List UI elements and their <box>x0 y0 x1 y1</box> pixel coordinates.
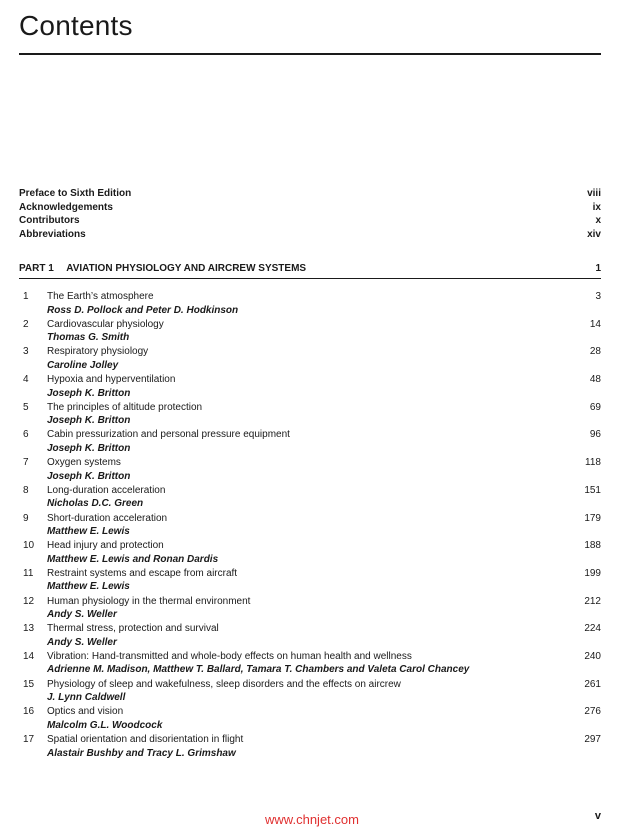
chapter-number: 11 <box>23 567 34 579</box>
chapter-authors: Adrienne M. Madison, Matthew T. Ballard, Tamara T. Chambers and Valeta Carol Chancey <box>47 664 470 676</box>
chapter-title: Cardiovascular physiology <box>47 318 164 330</box>
part-number: PART 1 <box>19 263 54 274</box>
front-matter-item[interactable] <box>19 187 601 201</box>
chapter-number: 13 <box>23 623 35 635</box>
chapter-title: Respiratory physiology <box>47 346 149 358</box>
page-title: Contents <box>19 10 133 41</box>
chapter-list <box>19 290 601 761</box>
chapter-number: 15 <box>23 678 35 690</box>
chapter-page: 179 <box>584 512 601 524</box>
chapter-authors: Joseph K. Britton <box>47 415 131 427</box>
chapter-entry[interactable] <box>19 290 601 318</box>
chapter-number: 1 <box>23 291 29 302</box>
chapter-page: 297 <box>584 734 601 745</box>
chapter-entry[interactable] <box>19 539 601 567</box>
chapter-authors: Andy S. Weller <box>47 609 117 621</box>
chapter-title: The Earth’s atmosphere <box>47 291 154 302</box>
chapter-authors: Joseph K. Britton <box>47 470 131 482</box>
chapter-entry[interactable] <box>19 456 601 484</box>
chapter-authors: Joseph K. Britton <box>47 442 131 454</box>
chapter-authors: Matthew E. Lewis and Ronan Dardis <box>47 553 219 565</box>
chapter-authors: Andy S. Weller <box>47 636 117 648</box>
chapter-number: 4 <box>23 374 29 386</box>
chapter-number: 14 <box>23 650 35 662</box>
chapter-entry[interactable] <box>19 733 601 761</box>
front-matter-page: xiv <box>587 229 601 241</box>
chapter-title: Restraint systems and escape from aircraft <box>47 567 238 579</box>
chapter-number: 16 <box>23 706 35 718</box>
chapter-entry[interactable] <box>19 512 601 540</box>
chapter-title: Short-duration acceleration <box>47 512 168 524</box>
front-matter-page: viii <box>587 188 601 199</box>
chapter-entry[interactable] <box>19 401 601 429</box>
chapter-entry[interactable] <box>19 345 601 373</box>
front-matter-label: Preface to Sixth Edition <box>19 188 132 199</box>
chapter-title: Vibration: Hand-transmitted and whole-body effects on human health and wellness <box>47 650 412 662</box>
front-matter-item[interactable] <box>19 201 601 215</box>
chapter-number: 12 <box>23 595 35 607</box>
front-matter-page: x <box>595 215 601 227</box>
chapter-authors: Alastair Bushby and Tracy L. Grimshaw <box>47 747 236 759</box>
chapter-entry[interactable] <box>19 484 601 512</box>
front-matter-item[interactable] <box>19 228 601 242</box>
chapter-page: 69 <box>589 401 601 413</box>
chapter-entry[interactable] <box>19 428 601 456</box>
part-title: AVIATION PHYSIOLOGY AND AIRCREW SYSTEMS <box>66 263 307 274</box>
chapter-title: Physiology of sleep and wakefulness, sleep disorders and the effects on aircrew <box>47 678 401 690</box>
chapter-title: Hypoxia and hyperventilation <box>47 374 176 386</box>
page-number: v <box>594 810 601 822</box>
chapter-authors: Caroline Jolley <box>47 359 119 371</box>
chapter-entry[interactable] <box>19 705 601 733</box>
chapter-title: Oxygen systems <box>47 457 121 469</box>
chapter-authors: Ross D. Pollock and Peter D. Hodkinson <box>47 304 239 316</box>
chapter-title: Optics and vision <box>47 706 124 718</box>
chapter-number: 9 <box>23 512 29 524</box>
front-matter-list <box>19 187 601 242</box>
chapter-number: 5 <box>23 401 29 413</box>
chapter-entry[interactable] <box>19 678 601 706</box>
chapter-number: 6 <box>23 429 29 441</box>
chapter-page: 96 <box>589 429 601 441</box>
front-matter-label: Abbreviations <box>19 229 86 241</box>
chapter-title: Long-duration acceleration <box>47 484 166 496</box>
chapter-authors: Nicholas D.C. Green <box>47 498 144 510</box>
chapter-title: Thermal stress, protection and survival <box>47 623 219 635</box>
chapter-title: Spatial orientation and disorientation in flight <box>47 734 244 745</box>
chapter-page: 199 <box>584 567 601 579</box>
front-matter-page: ix <box>592 201 601 213</box>
chapter-authors: Matthew E. Lewis <box>47 526 130 537</box>
chapter-page: 261 <box>584 678 601 690</box>
chapter-authors: Thomas G. Smith <box>47 332 130 344</box>
chapter-entry[interactable] <box>19 318 601 346</box>
watermark-url: www.chnjet.com <box>265 812 359 827</box>
chapter-number: 7 <box>23 457 29 469</box>
chapter-title: The principles of altitude protection <box>47 401 203 413</box>
chapter-page: 14 <box>589 318 601 330</box>
chapter-title: Human physiology in the thermal environment <box>47 595 251 607</box>
chapter-page: 118 <box>585 457 601 469</box>
chapter-page: 224 <box>584 623 601 635</box>
chapter-number: 10 <box>23 540 35 552</box>
title-divider <box>19 53 601 55</box>
front-matter-item[interactable] <box>19 214 601 228</box>
chapter-number: 2 <box>23 318 29 330</box>
part-divider <box>19 278 601 279</box>
front-matter-label: Acknowledgements <box>19 201 113 213</box>
chapter-page: 240 <box>584 650 601 662</box>
chapter-number: 3 <box>23 346 29 358</box>
chapter-page: 276 <box>584 706 601 718</box>
chapter-page: 212 <box>584 595 601 607</box>
chapter-entry[interactable] <box>19 622 601 650</box>
chapter-entry[interactable] <box>19 567 601 595</box>
chapter-authors: J. Lynn Caldwell <box>47 692 126 704</box>
chapter-entry[interactable] <box>19 595 601 623</box>
chapter-authors: Matthew E. Lewis <box>47 581 130 593</box>
chapter-page: 3 <box>595 291 601 302</box>
part-page: 1 <box>595 263 601 274</box>
chapter-page: 188 <box>584 540 601 552</box>
part-heading <box>19 262 601 276</box>
chapter-authors: Joseph K. Britton <box>47 387 131 399</box>
chapter-page: 48 <box>589 374 601 386</box>
chapter-page: 151 <box>584 484 601 496</box>
chapter-page: 28 <box>589 346 601 358</box>
chapter-number: 8 <box>23 484 29 496</box>
chapter-entry[interactable] <box>19 650 601 678</box>
chapter-entry[interactable] <box>19 373 601 401</box>
chapter-authors: Malcolm G.L. Woodcock <box>47 719 163 731</box>
front-matter-label: Contributors <box>19 215 80 227</box>
chapter-title: Cabin pressurization and personal pressure equipment <box>47 429 290 441</box>
part-label <box>19 262 306 276</box>
chapter-number: 17 <box>23 734 35 745</box>
chapter-title: Head injury and protection <box>47 540 164 552</box>
